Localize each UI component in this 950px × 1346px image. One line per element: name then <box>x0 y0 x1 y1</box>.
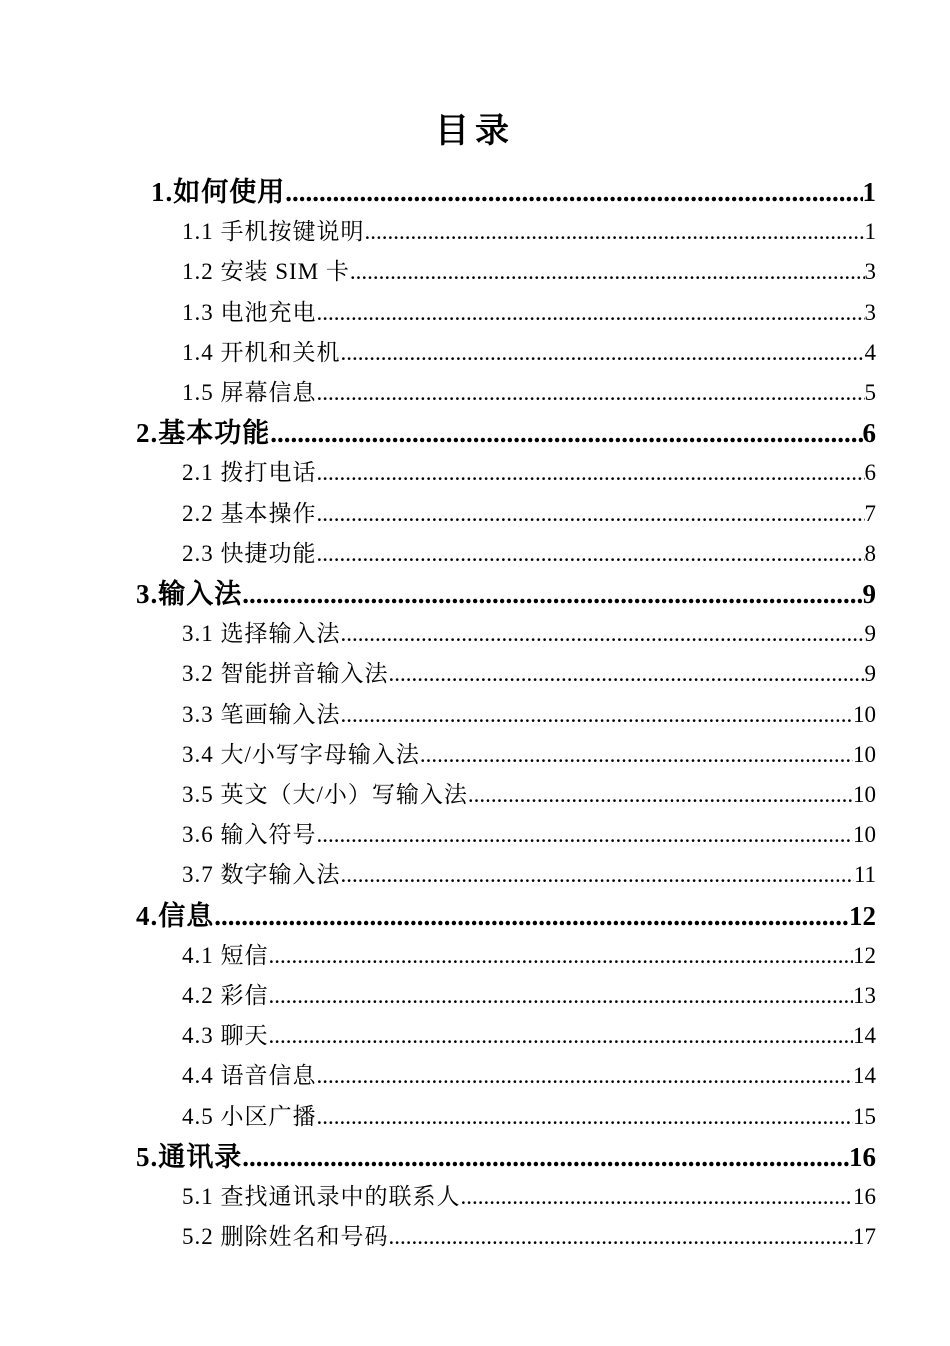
toc-entry-label: 1.5 屏幕信息 <box>182 380 317 405</box>
toc-page-number: 9 <box>862 579 876 609</box>
toc-section-entry[interactable] <box>182 654 876 694</box>
toc-leader-dots <box>214 896 849 936</box>
toc-leader-dots <box>317 1097 854 1137</box>
toc-entry-label: 3.5 英文（大/小）写输入法 <box>182 782 468 807</box>
toc-section-entry[interactable] <box>182 453 876 493</box>
toc-page-number: 4 <box>864 339 876 365</box>
toc-page-number: 12 <box>853 942 876 968</box>
toc-entry-label: 4.4 语音信息 <box>182 1063 317 1089</box>
toc-entry-label: 4.5 小区广播 <box>182 1103 317 1129</box>
toc-section-entry[interactable] <box>182 252 876 292</box>
toc-page-number: 10 <box>853 741 876 767</box>
toc-page-number: 9 <box>864 661 876 687</box>
toc-chapter-entry[interactable] <box>136 896 876 936</box>
toc-leader-dots <box>269 976 854 1016</box>
toc-page-number: 3 <box>864 259 876 285</box>
toc-section-entry[interactable] <box>182 695 876 735</box>
toc-entry-label: 2.3 快捷功能 <box>182 540 317 566</box>
toc-chapter-entry[interactable] <box>136 1137 876 1177</box>
toc-page-number: 12 <box>849 900 876 931</box>
toc-section-entry[interactable] <box>182 614 876 654</box>
page-title: 目录 <box>435 113 515 150</box>
toc-section-entry[interactable] <box>182 293 876 333</box>
toc-leader-dots <box>341 855 854 895</box>
toc-entry-label: 1.如何使用 <box>151 177 286 207</box>
toc-page-number: 16 <box>853 1184 876 1209</box>
toc-leader-dots <box>317 815 854 855</box>
toc-leader-dots <box>420 735 853 775</box>
toc-leader-dots <box>317 1056 854 1096</box>
toc-page-number: 14 <box>853 1063 876 1089</box>
toc-entry-label: 5.2 删除姓名和号码 <box>182 1224 389 1250</box>
toc-entry-label: 5.1 查找通讯录中的联系人 <box>182 1184 461 1209</box>
toc-leader-dots <box>341 333 865 373</box>
toc-section-entry[interactable] <box>182 1097 876 1137</box>
toc-page-number: 11 <box>853 862 876 888</box>
toc-entry-label: 2.基本功能 <box>136 418 271 449</box>
toc-page-number: 16 <box>849 1141 876 1172</box>
toc-entry-label: 4.3 聊天 <box>182 1023 269 1049</box>
toc-leader-dots <box>389 1217 854 1257</box>
toc-entry-label: 3.4 大/小写字母输入法 <box>182 741 420 767</box>
toc-section-entry[interactable] <box>182 212 876 252</box>
toc-entry-label: 3.1 选择输入法 <box>182 621 341 647</box>
toc-page-number: 17 <box>853 1224 876 1250</box>
toc-leader-dots <box>350 252 865 292</box>
toc-section-entry[interactable] <box>182 1217 876 1257</box>
toc-page-number: 6 <box>864 460 876 486</box>
toc-page-number: 9 <box>864 621 876 647</box>
toc-chapter-entry[interactable] <box>151 172 876 212</box>
toc-page-number: 15 <box>853 1103 876 1129</box>
toc-leader-dots <box>317 293 865 333</box>
toc-entry-label: 3.2 智能拼音输入法 <box>182 661 389 687</box>
toc-entry-label: 5.通讯录 <box>136 1141 243 1172</box>
toc-leader-dots <box>317 373 865 413</box>
toc-page-number: 3 <box>864 299 876 325</box>
toc-entry-label: 3.7 数字输入法 <box>182 862 341 888</box>
toc-entry-label: 3.输入法 <box>136 579 243 609</box>
toc-entry-label: 4.2 彩信 <box>182 983 269 1008</box>
toc-section-entry[interactable] <box>182 936 876 976</box>
toc-page-number: 10 <box>853 782 876 807</box>
toc-page-number: 8 <box>864 540 876 566</box>
toc-entry-label: 4.1 短信 <box>182 942 269 968</box>
toc-entry-label: 2.1 拨打电话 <box>182 460 317 486</box>
toc-leader-dots <box>341 614 865 654</box>
toc-page-number: 10 <box>853 822 876 848</box>
toc-leader-dots <box>317 453 865 493</box>
toc-entry-label: 4.信息 <box>136 900 215 931</box>
toc-entry-label: 2.2 基本操作 <box>182 500 317 526</box>
toc-section-entry[interactable] <box>182 333 876 373</box>
toc-page-number: 5 <box>864 380 876 405</box>
toc-entry-label: 1.4 开机和关机 <box>182 339 341 365</box>
toc-leader-dots <box>341 695 854 735</box>
toc-leader-dots <box>269 936 854 976</box>
toc-section-entry[interactable] <box>182 815 876 855</box>
toc-leader-dots <box>389 654 865 694</box>
toc-leader-dots <box>270 413 862 453</box>
toc-entry-label: 1.3 电池充电 <box>182 299 317 325</box>
toc-page-number: 13 <box>853 983 876 1008</box>
toc-leader-dots <box>285 172 862 212</box>
toc-entry-label: 1.1 手机按键说明 <box>182 219 365 245</box>
toc-leader-dots <box>461 1177 854 1217</box>
toc-page-number: 10 <box>853 701 876 727</box>
toc-entry-label: 1.2 安装 SIM 卡 <box>182 259 350 285</box>
toc-section-entry[interactable] <box>182 735 876 775</box>
toc-entry-label: 3.6 输入符号 <box>182 822 317 848</box>
toc-leader-dots <box>269 1016 854 1056</box>
toc-section-entry[interactable] <box>182 534 876 574</box>
toc-page-number: 7 <box>864 500 876 526</box>
toc-leader-dots <box>242 1137 849 1177</box>
toc-page-number: 6 <box>862 418 876 449</box>
toc-chapter-entry[interactable] <box>136 413 876 453</box>
toc-page-number: 14 <box>853 1023 876 1049</box>
toc-leader-dots <box>242 574 862 614</box>
toc-leader-dots <box>365 212 865 252</box>
toc-section-entry[interactable] <box>182 1016 876 1056</box>
toc-chapter-entry[interactable] <box>136 574 876 614</box>
toc-page-number: 1 <box>864 219 876 245</box>
toc-section-entry[interactable] <box>182 494 876 534</box>
toc-section-entry[interactable] <box>182 775 876 815</box>
toc-leader-dots <box>317 534 865 574</box>
toc-section-entry[interactable] <box>182 976 876 1016</box>
toc-page-number: 1 <box>862 177 876 207</box>
toc-section-entry[interactable] <box>182 373 876 413</box>
toc-entry-label: 3.3 笔画输入法 <box>182 701 341 727</box>
toc-leader-dots <box>468 775 853 815</box>
toc-section-entry[interactable] <box>182 855 876 895</box>
toc-leader-dots <box>317 494 865 534</box>
toc-section-entry[interactable] <box>182 1056 876 1096</box>
toc-section-entry[interactable] <box>182 1177 876 1217</box>
